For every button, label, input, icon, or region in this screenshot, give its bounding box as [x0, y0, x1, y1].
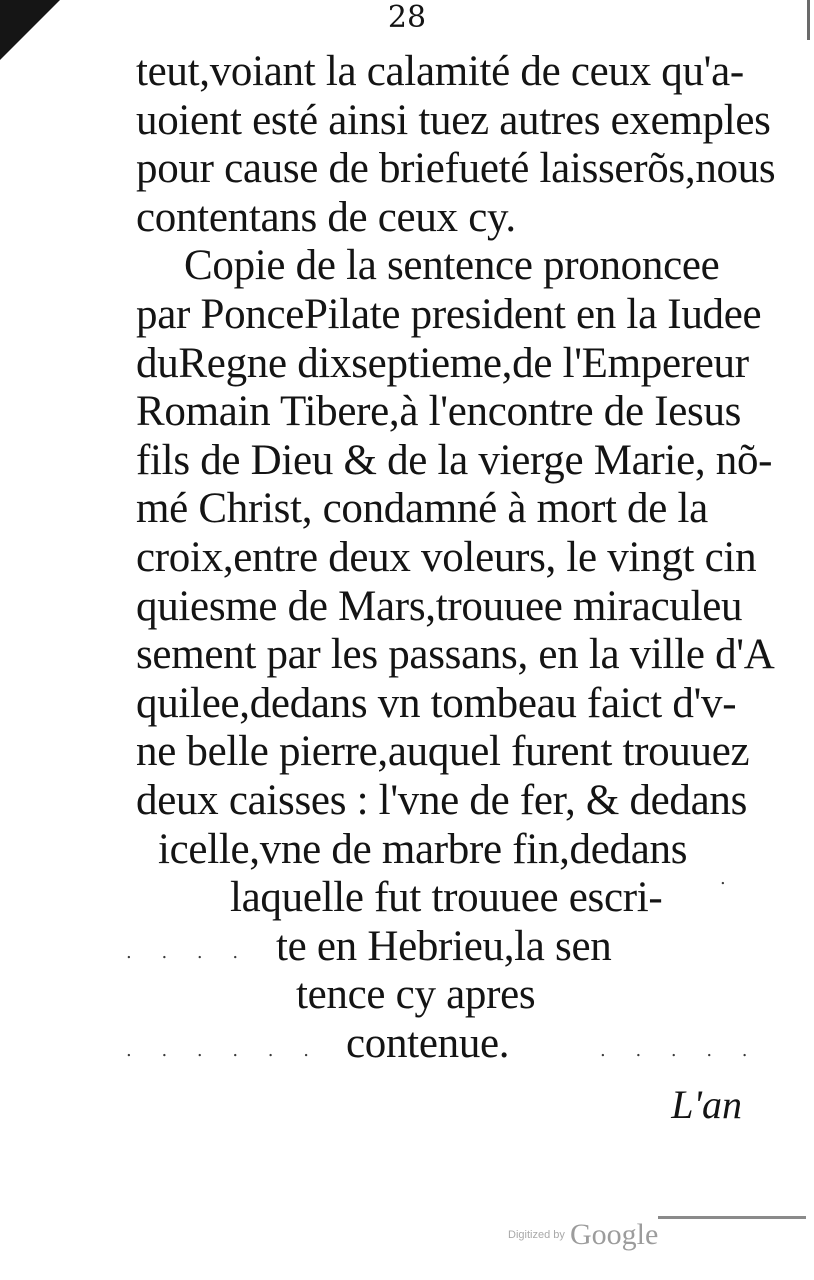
digitized-by-google-watermark: Digitized by Google: [508, 1218, 659, 1251]
text-line: duRegne dixseptieme,de l'Empereur: [136, 339, 749, 387]
text-line: uoient esté ainsi tuez autres exemples: [136, 96, 771, 144]
text-line: icelle,vne de marbre fin,dedans: [158, 825, 688, 873]
text-line: croix,entre deux voleurs, le vingt cin: [136, 533, 757, 581]
text-line: Romain Tibere,à l'encontre de Iesus: [136, 388, 742, 436]
scan-speckle: .: [720, 868, 738, 889]
text-line: quilee,dedans vn tombeau faict d'v-: [136, 679, 737, 727]
text-line: pour cause de briefueté laisserõs,nous: [136, 145, 776, 193]
scan-speckle: . . . .: [126, 942, 251, 963]
text-line: contenue.: [346, 1019, 510, 1067]
text-block: [136, 48, 776, 1068]
text-line: fils de Dieu & de la vierge Marie, nõ-: [136, 436, 773, 484]
scan-edge-rule: [658, 1216, 806, 1219]
text-line: sement par les passans, en la ville d'A: [136, 631, 775, 679]
text-line: laquelle fut trouuee escri-: [230, 874, 663, 922]
text-line: teut,voiant la calamité de ceux qu'a-: [136, 48, 744, 95]
text-line: deux caisses : l'vne de fer, & dedans: [136, 776, 748, 824]
page-number: 28: [387, 0, 427, 35]
text-line: contentans de ceux cy.: [136, 193, 516, 241]
scan-speckle: . . . . . .: [126, 1040, 321, 1061]
text-line: ne belle pierre,auquel furent trouuez: [136, 728, 750, 776]
text-line: Copie de la sentence prononcee: [184, 242, 720, 290]
scan-speckle: . . . . .: [600, 1040, 760, 1061]
catchword: L'an: [671, 1082, 742, 1127]
text-line: te en Hebrieu,la sen: [276, 922, 612, 970]
text-line: quiesme de Mars,trouuee miraculeu: [136, 582, 743, 630]
text-line: tence cy apres: [296, 971, 536, 1019]
text-line: mé Christ, condamné à mort de la: [136, 485, 708, 533]
text-line: par PoncePilate president en la Iudee: [136, 290, 762, 338]
